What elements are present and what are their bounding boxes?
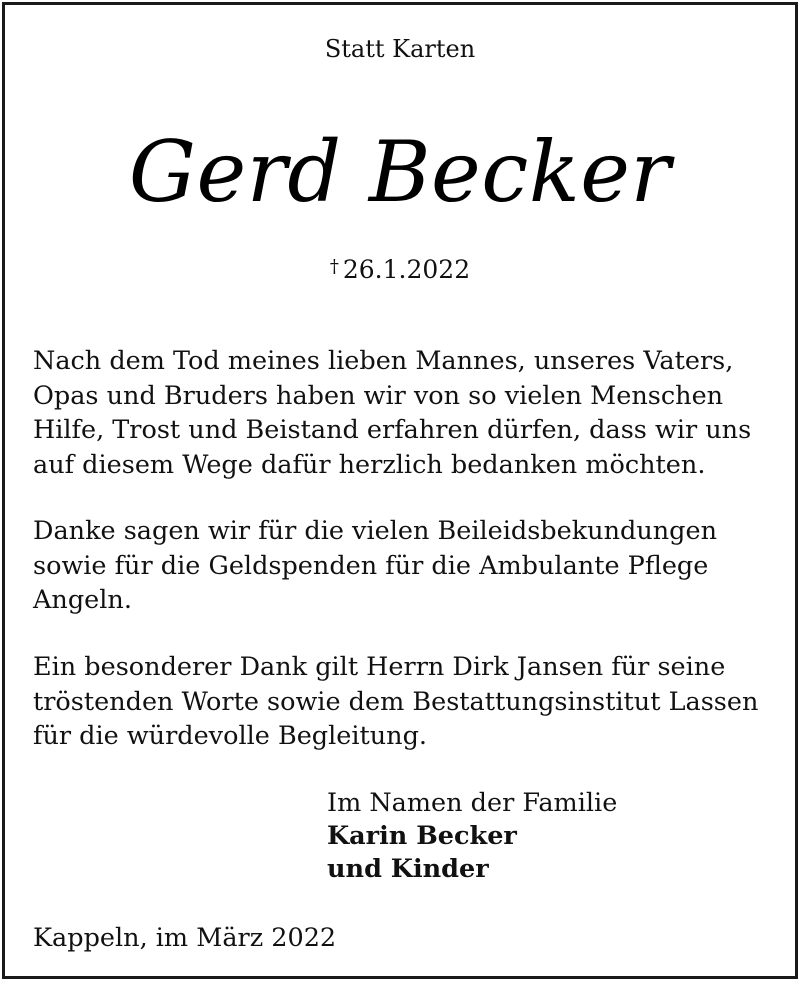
paragraph-thanks: Nach dem Tod meines lieben Mannes, unseres Vaters, Opas und Bruders haben wir von so vielen Menschen Hilfe, Trost und Beistand erfahren dürfen, dass wir uns auf diesem Wege dafür herzlich bedanken möchten. <box>33 346 752 480</box>
deceased-name: Gerd Becker <box>128 123 672 221</box>
notice-frame <box>2 2 798 979</box>
paragraph-condolences: Danke sagen wir für die vielen Beileidsbekundungen sowie für die Geldspenden für die Ambulante Pflege Angeln. <box>33 516 718 615</box>
place-date: Kappeln, im März 2022 <box>33 923 337 953</box>
signature-name: Karin Becker <box>327 821 517 851</box>
signature-family: und Kinder <box>327 854 489 884</box>
signature-intro: Im Namen der Familie <box>327 788 618 818</box>
paragraph-special-thanks: Ein besonderer Dank gilt Herrn Dirk Jansen für seine tröstenden Worte sowie dem Bestattungsinstitut Lassen für die würdevolle Begleitung. <box>33 652 759 751</box>
cross-icon: † <box>329 256 339 277</box>
death-date: 26.1.2022 <box>342 255 471 284</box>
signature-block <box>327 787 617 886</box>
header-statt-karten: Statt Karten <box>324 35 476 63</box>
death-date-line <box>5 255 795 284</box>
